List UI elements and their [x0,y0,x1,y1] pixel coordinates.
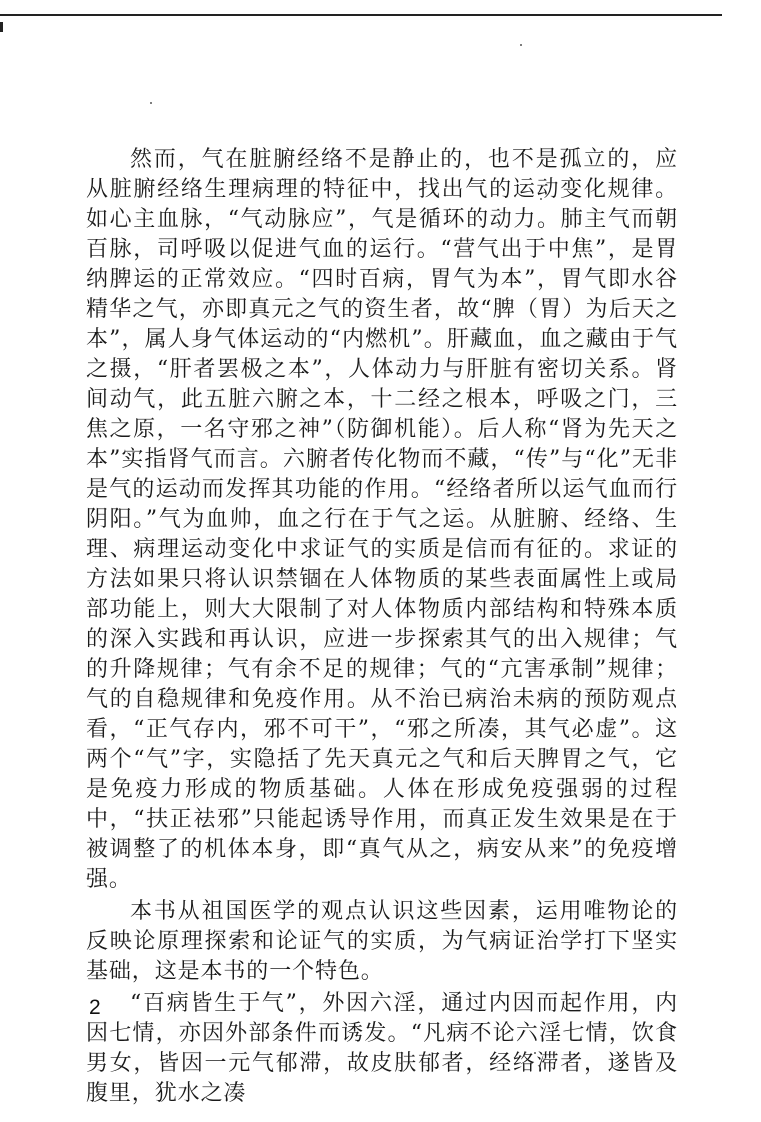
body-text [86,145,678,1109]
scan-speck [520,44,522,46]
page-number: 2 [89,996,101,1019]
scan-speck [150,102,152,104]
header-rule [0,14,722,16]
paragraph: 然而，气在脏腑经络不是静止的，也不是孤立的，应从脏腑经络生理病理的特征中，找出气的运动变化规律。如心主血脉，“气动脉应”，气是循环的动力。肺主气而朝百脉，司呼吸以促进气血的运行。“营气出于中焦”，是胃纳脾运的正常效应。“四时百病，胃气为本”，胃气即水谷精华之气，亦即真元之气的资生者，故“脾（胃）为后天之本”，属人身气体运动的“内燃机”。肝藏血，血之藏由于气之摄，“肝者罢极之本”，人体动力与肝脏有密切关系。肾间动气，此五脏六腑之本，十二经之根本，呼吸之门，三焦之原，一名守邪之神”（防御机能）。后人称“肾为先天之本”实指肾气而言。六腑者传化物而不藏，“传”与“化”无非是气的运动而发挥其功能的作用。“经络者所以运气血而行阴阳。”气为血帅，血之行在于气之运。从脏腑、经络、生理、病理运动变化中求证气的实质是信而有征的。求证的方法如果只将认识禁锢在人体物质的某些表面属性上或局部功能上，则大大限制了对人体物质内部结构和特殊本质的深入实践和再认识，应进一步探索其气的出入规律；气的升降规律；气有余不足的规律；气的“亢害承制”规律；气的自稳规律和免疫作用。从不治已病治未病的预防观点看，“正气存内，邪不可干”，“邪之所凑，其气必虚”。这两个“气”字，实隐括了先天真元之气和后天脾胃之气，它是免疫力形成的物质基础。人体在形成免疫强弱的过程中，“扶正祛邪”只能起诱导作用，而真正发生效果是在于被调整了的机体本身，即“真气从之，病安从来”的免疫增强。 [86,147,678,892]
paragraph: 本书从祖国医学的观点认识这些因素，运用唯物论的反映论原理探索和论证气的实质，为气病证治学打下坚实基础，这是本书的一个特色。 [86,899,678,984]
paragraph: “百病皆生于气”，外因六淫，通过内因而起作用，内因七情，亦因外部条件而诱发。“凡病不论六淫七情，饮食男女，皆因一元气郁滞，故皮肤郁者，经络滞者，遂皆及腹里，犹水之凑 [86,991,678,1106]
margin-mark [0,22,3,32]
